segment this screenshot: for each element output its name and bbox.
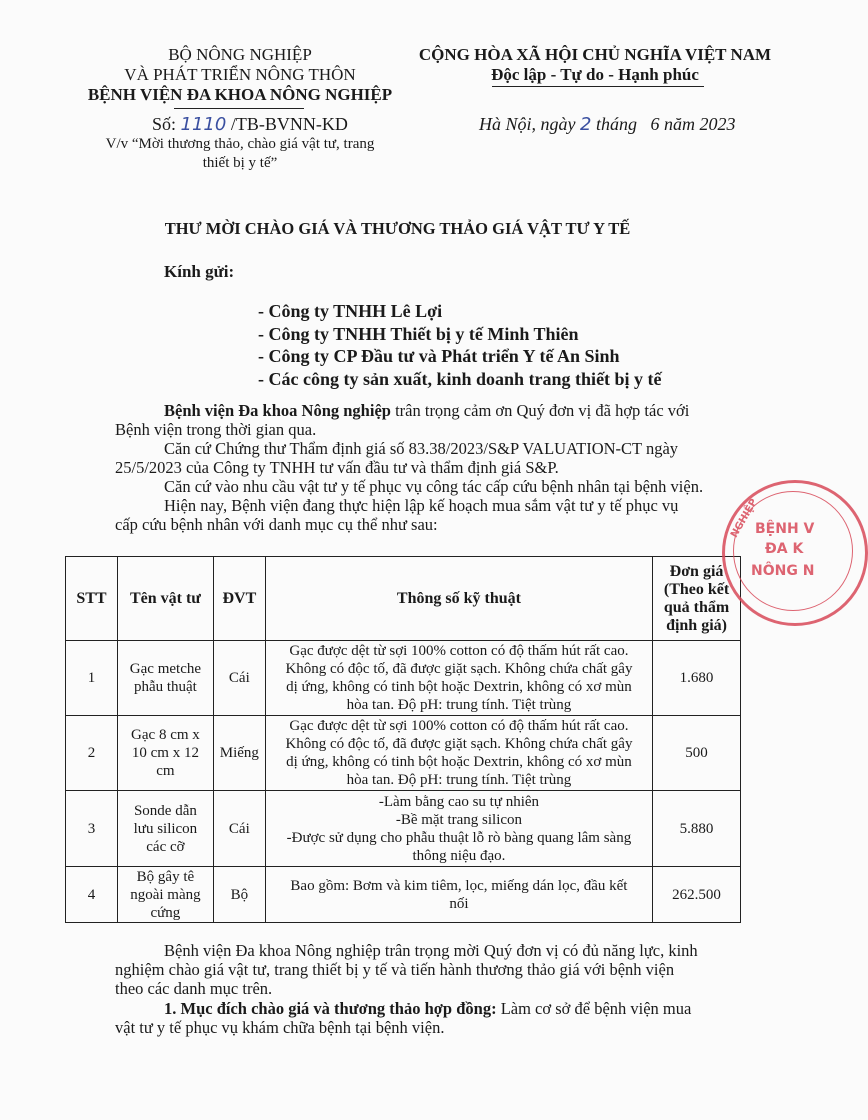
col-header-unit: ĐVT <box>213 557 265 641</box>
section1-heading: 1. Mục đích chào giá và thương thảo hợp đồng: <box>164 999 497 1018</box>
recipient: - Các công ty sản xuất, kinh doanh trang thiết bị y tế <box>258 368 662 389</box>
subject-line: V/v “Mời thương thảo, chào giá vật tư, trang thiết bị y tế” <box>105 136 375 171</box>
motto-underline <box>492 86 704 87</box>
hospital-seal <box>722 480 868 626</box>
hospital-underline <box>174 108 304 109</box>
national-motto: Độc lập - Tự do - Hạnh phúc <box>491 65 699 84</box>
hospital-name: BỆNH VIỆN ĐA KHOA NÔNG NGHIỆP <box>87 85 393 104</box>
handwritten-number: 1110 <box>180 114 227 135</box>
document-date: Hà Nội, ngày 2 tháng 6 năm 2023 <box>479 114 736 135</box>
ministry-line2: VÀ PHÁT TRIỂN NÔNG THÔN <box>124 65 356 84</box>
col-header-spec: Thông số kỹ thuật <box>265 557 652 641</box>
supplies-table <box>65 556 741 923</box>
table-header-row <box>66 557 741 641</box>
closing-paragraphs: Bệnh viện Đa khoa Nông nghiệp trân trọng mời Quý đơn vị có đủ năng lực, kinh nghiệm chào giá vật tư, trang thiết bị y tế và tiến hành thương thảo giá với bệnh viện theo các danh mục trên. 1. Mục đích chào giá và thương thảo hợp đồng: Làm cơ sở để bệnh viện mua vật tư y tế phục vụ khám chữa bệnh tại bệnh viện. <box>115 941 698 1037</box>
salutation: Kính gửi: <box>164 262 235 281</box>
header-right <box>395 45 795 85</box>
seal-line2: ĐA K <box>765 541 804 557</box>
table-row: 1 Gạc metche phẫu thuật Cái Gạc được dệt từ sợi 100% cotton có độ thấm hút rất cao. Không có độc tố, đã được giặt sạch. Không chứa chất gây dị ứng, không có tinh bột hoặc Dextrin, không có xơ mùn hòa tan. Độ pH: trung tính. Tiệt trùng 1.680 <box>66 641 741 716</box>
header-left <box>60 45 420 105</box>
handwritten-day: 2 <box>580 114 592 135</box>
seal-line1: BỆNH V <box>755 521 815 537</box>
document-number: Số: 1110 /TB-BVNN-KD <box>152 114 348 135</box>
hospital-bold: Bệnh viện Đa khoa Nông nghiệp <box>164 401 391 420</box>
intro-paragraphs: Bệnh viện Đa khoa Nông nghiệp trân trọng cảm ơn Quý đơn vị đã hợp tác với Bệnh viện trong thời gian qua. Căn cứ Chứng thư Thẩm định giá số 83.38/2023/S&P VALUATION-CT ngày 25/5/2023 của Công ty TNHH tư vấn đầu tư và thẩm định giá S&P. Căn cứ vào nhu cầu vật tư y tế phục vụ công tác cấp cứu bệnh nhân tại bệnh viện. Hiện nay, Bệnh viện đang thực hiện lập kế hoạch mua sắm vật tư y tế phục vụ cấp cứu bệnh nhân với danh mục cụ thể như sau: <box>115 401 704 534</box>
recipient: - Công ty TNHH Thiết bị y tế Minh Thiên <box>258 323 579 344</box>
recipient: - Công ty CP Đầu tư và Phát triển Y tế An Sinh <box>258 346 620 366</box>
seal-line3: NÔNG N <box>751 563 815 579</box>
seal-ring-text: NGHIỆP <box>728 497 760 540</box>
document-title: THƯ MỜI CHÀO GIÁ VÀ THƯƠNG THẢO GIÁ VẬT TƯ Y TẾ <box>164 219 631 238</box>
country-name: CỘNG HÒA XÃ HỘI CHỦ NGHĨA VIỆT NAM <box>418 45 772 64</box>
recipient-list <box>258 300 662 390</box>
col-header-price: Đơn giá (Theo kết quả thẩm định giá) <box>653 557 741 641</box>
table-row: 3 Sonde dẫn lưu silicon các cỡ Cái -Làm bằng cao su tự nhiên -Bề mặt trang silicon -Được sử dụng cho phẫu thuật lỗ rò bàng quang lâm sàng thông niệu đạo. 5.880 <box>66 791 741 867</box>
ministry-line1: BỘ NÔNG NGHIỆP <box>168 45 312 64</box>
col-header-stt: STT <box>66 557 118 641</box>
table-row: 4 Bộ gây tê ngoài màng cứng Bộ Bao gồm: Bơm và kim tiêm, lọc, miếng dán lọc, đầu kết nối 262.500 <box>66 867 741 923</box>
recipient: - Công ty TNHH Lê Lợi <box>258 301 443 321</box>
table-row: 2 Gạc 8 cm x 10 cm x 12 cm Miếng Gạc được dệt từ sợi 100% cotton có độ thấm hút rất cao. Không có độc tố, đã được giặt sạch. Không chứa chất gây dị ứng, không có tinh bột hoặc Dextrin, không có xơ mùn hòa tan. Độ pH: trung tính. Tiệt trùng 500 <box>66 716 741 791</box>
col-header-name: Tên vật tư <box>117 557 213 641</box>
